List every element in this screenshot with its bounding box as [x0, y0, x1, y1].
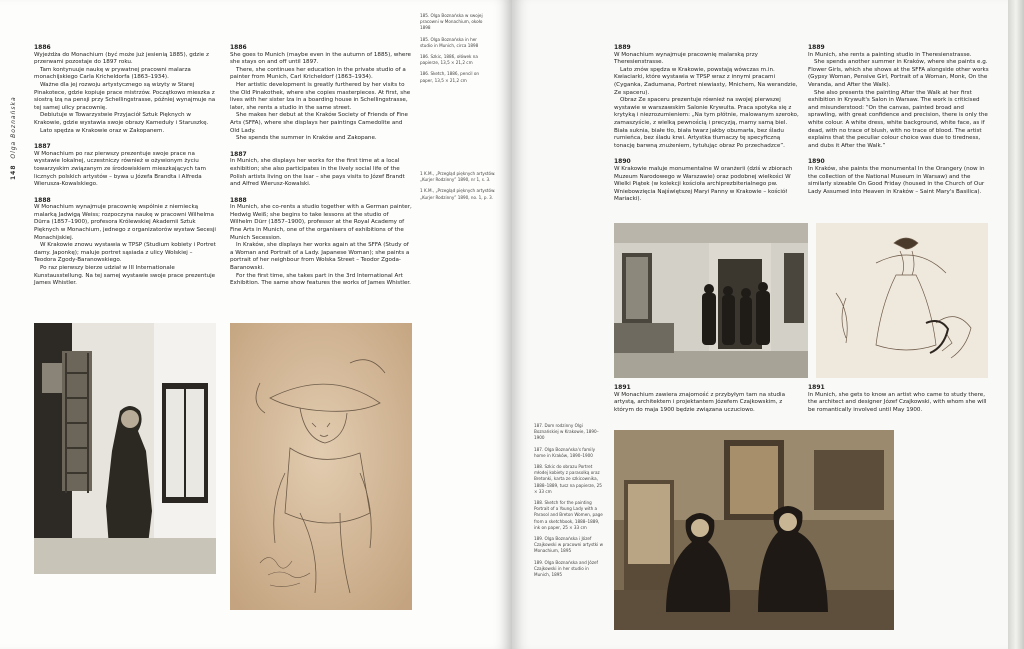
caption: 186. Szkic, 1886, ołówek na papierze, 13,5 × 21,2 cm: [420, 55, 478, 67]
year-heading: 1890: [614, 158, 631, 166]
year-heading: 1890: [808, 158, 825, 166]
left-english-column: [230, 44, 412, 296]
caption: 1 K.M., „Przegląd pięknych artystów. „Kurjer Rodzinny” 1890, nr 1, s. 3.: [420, 172, 496, 184]
caption: 188. Szkic do obrazu Portret młodej kobiety z parasolką oraz Bretonki, karta ze szkicownika, 1888–1889, tusz na papierze, 25 × 33 cm: [534, 465, 602, 495]
paragraph: She goes to Munich (maybe even in the autumn of 1885), where she stays on and off until 1897.: [230, 51, 411, 66]
year-block: [614, 158, 802, 204]
caption: 188. Sketch for the painting Portrait of a Young Lady with a Parasol and Breton Women, page from a sketchbook, 1888–1889, ink on paper, 25 × 33 cm: [534, 501, 603, 531]
year-heading: 1888: [34, 196, 51, 204]
footnotes: [420, 172, 500, 207]
paragraph: She spends another summer in Kraków, where she paints e.g. Flower Girls, which she shows at the SFFA alongside other works (Gypsy Woman, Pensive Girl, Portrait of a Woman, Monk, On the Veranda, and After the Walk).: [808, 59, 989, 88]
paragraph: Lato znów spędza w Krakowie, powstają wówczas m.in. Kwiaciarki, które wystawia w TPSP wraz z innymi pracami (Cyganka, Zadumana, Portret niewiasty, Mnichem, Na werandzie, Ze spaceru).: [614, 66, 798, 96]
paragraph: W Monachium po raz pierwszy prezentuje swoje prace na wystawie lokalnej, uczestniczy również w ożywionym życiu towarzyskim związanym ze środowiskiem mieszkających tam licznych polskich artystów – bywa u Józefa Brandta i Alfreda Wierusza-Kowalskiego.: [34, 150, 206, 188]
year-heading: 1889: [614, 44, 631, 51]
year-block: [808, 158, 990, 196]
page-edge: [1008, 0, 1024, 649]
right-polish-column: [614, 44, 802, 212]
year-heading: 1886: [230, 44, 247, 51]
year-heading: 1886: [34, 44, 51, 51]
year-block: [230, 151, 412, 189]
paragraph: She also presents the painting After the Walk at her first exhibition in Krywult's Salon in Warsaw. The work is criticised and misunderstood: “On the canvas, painted broad and sprawling, with great confidence and precision, there is only the white colour. A white dress, white background, white face, as if dead, with no trace of blush, with no trace of blood. The artist explains that the peculiar colour choice was due to tiredness, and dubs it After the Walk.”: [808, 89, 988, 149]
paragraph: W Monachium wynajmuje pracownię wspólnie z niemiecką malarką Jadwigą Weiss; rozpoczyna naukę w pracowni Wilhelma Dürra (1857–1900), profesora Królewskiej Akademii Sztuk Pięknych w Monachium, jednego z organizatorów wystaw Secesji Monachijskiej.: [34, 204, 216, 241]
section-title: Olga Boznańska: [10, 96, 17, 159]
paragraph: Tam kontynuuje naukę w prywatnej pracowni malarza monachijskiego Carla Kricheldorfa (1863–1934).: [34, 66, 191, 81]
paragraph: In Kraków, she displays her works again at the SFFA (Study of a Woman and Portrait of a Lady. Japanese Woman); she paints a portrait of her neighbour from Wolska Street – Teodor Zgoda-Baranowski.: [230, 242, 410, 272]
paragraph: In Kraków, she paints the monumental In the Orangery (now in the collection of the National Museum in Warsaw) and the similarly sizeable On Good Friday (housed in the Church of Our Lady Assumed into Heaven in Kraków – Saint Mary's Basilica).: [808, 165, 985, 195]
paragraph: Po raz pierwszy bierze udział w III Internationale Kunstausstellung. Na tej samej wystawie swoje prace prezentuje James Whistler.: [34, 265, 216, 287]
paragraph: She makes her debut at the Kraków Society of Friends of Fine Arts (SFFA), where she displays her paintings Camedolite and Old Lady.: [230, 112, 408, 134]
paragraph: For the first time, she takes part in the 3rd International Art Exhibition. The same show features the works of James Whistler.: [230, 272, 411, 287]
year-heading: 1891: [614, 384, 631, 391]
paragraph: In Munich, she gets to know an artist who came to study there, the architect and designer Józef Czajkowski, with whom she will be romantically involved until May 1900.: [808, 391, 987, 413]
sketch-young-lady-with-parasol: [816, 223, 988, 378]
year-block: [614, 44, 802, 150]
paragraph: Wyjeżdża do Monachium (być może już jesienią 1885), gdzie z przerwami pozostaje do 1897 roku.: [34, 51, 209, 66]
right-english-column: [808, 44, 990, 204]
year-heading: 1891: [808, 384, 825, 391]
paragraph: Her artistic development is greatly furthered by her visits to the Old Pinakothek, where she copies masterpieces. At first, she lives with her sister Iza in a boarding house in Schellingstrasse, later, she rents a studio in the same street.: [230, 81, 411, 111]
paragraph: Ważne dla jej rozwoju artystycznego są wizyty w Starej Pinakotece, gdzie kopiuje prace mistrzów. Początkowo mieszka z siostrą Izą na pensji przy Schellingstrasse, później wynajmuje na tej samej ulicy pracownię.: [34, 81, 216, 111]
paragraph: There, she continues her education in the private studio of a painter from Munich, Carl Kricheldorf (1863–1934).: [230, 66, 406, 81]
year-heading: 1887: [34, 143, 51, 151]
sketch-woman-in-hat: [230, 323, 412, 610]
photo-artist-in-studio: [34, 323, 216, 574]
paragraph: She spends the summer in Kraków and Zakopane.: [236, 135, 377, 142]
paragraph: Lato spędza w Krakowie oraz w Zakopanem.: [40, 127, 165, 134]
captions-top: [420, 14, 488, 90]
caption: 187. Olga Boznańska's family home in Kraków, 1890–1900: [534, 447, 596, 459]
year-1891-english: [808, 384, 990, 414]
caption: 1 K.M., „Przegląd pięknych artystów. „Kurjer Rodzinny” 1890, no. 1, p. 3.: [420, 189, 496, 201]
paragraph: W Monachium zawiera znajomość z przybyłym tam na studia artystą, architektem i projektantem Józefem Czajkowskim, z którym do maja 1900 będzie związana uczuciowo.: [614, 391, 786, 413]
caption: 185. Olga Boznańska in her studio in Munich, circa 1898: [420, 37, 479, 49]
year-block: [34, 143, 216, 189]
year-block: [34, 197, 216, 288]
paragraph: In Munich, she rents a painting studio in Theresienstrasse.: [808, 51, 972, 58]
left-polish-column: [34, 44, 216, 296]
caption: 185. Olga Boznańska w swojej pracowni w Monachium, około 1898: [420, 14, 483, 32]
caption: 187. Dom rodzinny Olgi Boznańskiej w Krakowie, 1890–1900: [534, 424, 599, 442]
caption: 189. Olga Boznańska i Józef Czajkowski w pracowni artystki w Monachium, 1895: [534, 537, 603, 555]
photo-family-home: [614, 223, 808, 378]
paragraph: Debiutuje w Towarzystwie Przyjaciół Sztuk Pięknych w Krakowie, gdzie wystawia swoje obrazy Kameduły i Staruszkę.: [34, 112, 209, 126]
captions-bottom: [534, 424, 606, 584]
year-1891-polish: [614, 384, 802, 414]
caption: 189. Olga Boznańska and Józef Czajkowski in her studio in Munich, 1895: [534, 560, 598, 579]
year-block: [34, 44, 216, 135]
caption: 186. Sketch, 1886, pencil on paper, 13,5 × 21,2 cm: [420, 72, 480, 84]
paragraph: In Munich, she co-rents a studio together with a German painter, Hedwig Weiß; she begins to take lessons at the studio of Wilhelm Dürr (1857–1900), professor at the Royal Academy of Fine Arts in Munich, one of the organisers of exhibitions of the Munich Secession.: [230, 204, 412, 241]
photo-boznanska-and-czajkowski: [614, 430, 894, 630]
running-head: [10, 40, 22, 180]
paragraph: In Munich, she displays her works for the first time at a local exhibition; she also participates in the lively social life of the Polish artists living on the Isar – she pays visits to Józef Brandt and Alfred Wierusz-Kowalski.: [230, 158, 405, 188]
year-heading: 1889: [808, 44, 825, 51]
year-heading: 1888: [230, 196, 247, 204]
page-number: 148: [10, 164, 17, 180]
year-block: [230, 197, 412, 288]
year-block: [230, 44, 412, 143]
paragraph: W Monachium wynajmuje pracownię malarską przy Theresienstrasse.: [614, 51, 758, 66]
year-heading: 1887: [230, 150, 247, 158]
paragraph: Obraz Ze spaceru prezentuje również na swojej pierwszej wystawie w warszawskim Salonie Krywulta. Praca spotyka się z krytyką i niezrozumieniem: „Na tym płótnie, malowanym szeroko, zamaszyście, z wielką pewnością i precyzją, mamy samą biel. Biała suknia, białe tło, biała twarz jakby obumarła, bez śladu rumieńca, bez śladu krwi. Artystka tłumaczy tę specyficzną tonację barwną znużeniem, tytułując obraz Po przechadzce”.: [614, 97, 799, 149]
year-block: [808, 44, 990, 150]
paragraph: W Krakowie maluje monumentalne W oranżerii (dziś w zbiorach Muzeum Narodowego w Warszawie) oraz podobnej wielkości W Wielki Piątek (w kolekcji kościoła archiprezbiterialnego pw. Wniebowzięcia Najświętszej Maryi Panny w Krakowie – kościół Mariacki).: [614, 165, 793, 203]
paragraph: W Krakowie znowu wystawia w TPSP (Studium kobiety i Portret damy. Japonkę); maluje portret sąsiada z ulicy Wolskiej – Teodora Zgody-Baranowskiego.: [34, 242, 216, 264]
